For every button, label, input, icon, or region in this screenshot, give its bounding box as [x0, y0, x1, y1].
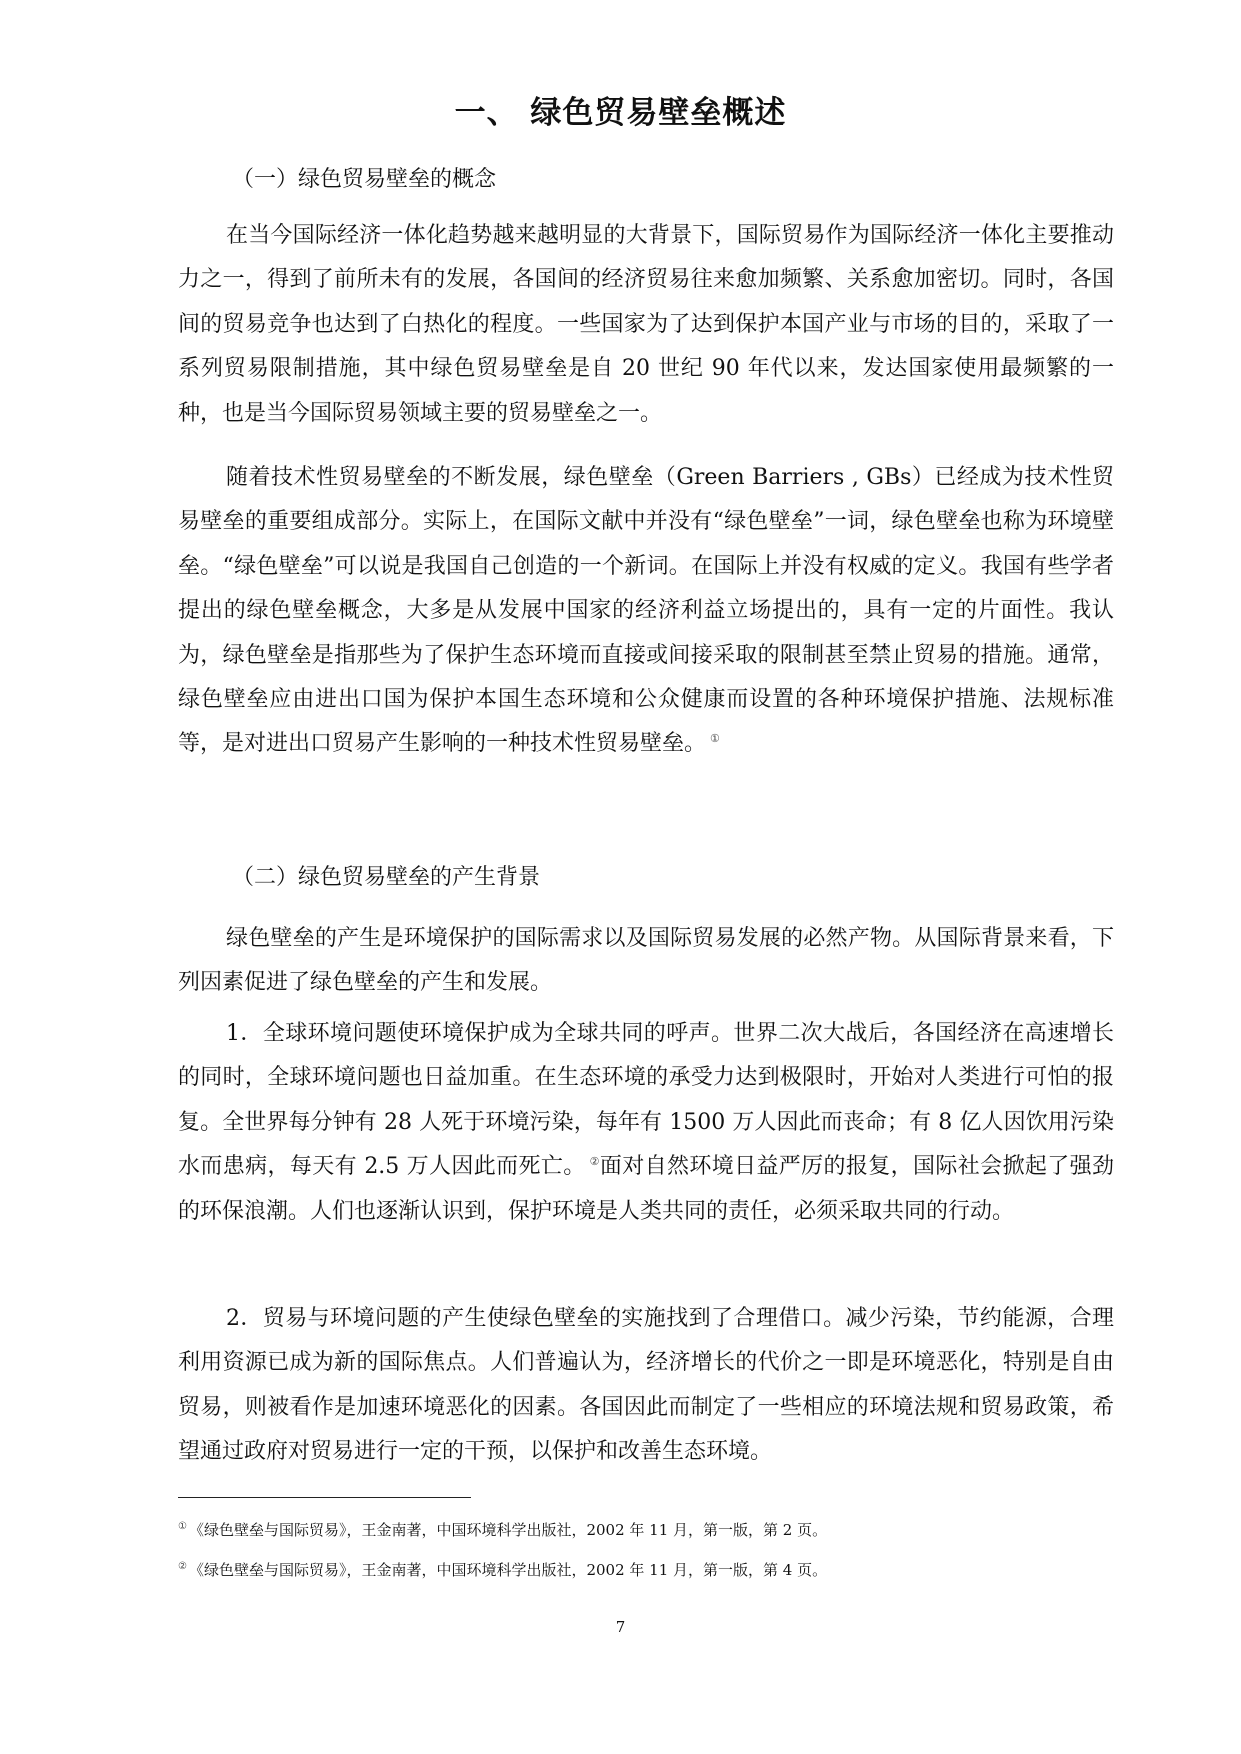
paragraph-background-intro: 绿色壁垒的产生是环境保护的国际需求以及国际贸易发展的必然产物。从国际背景来看，下列因素促进了绿色壁垒的产生和发展。: [178, 926, 1114, 996]
footnote-ref-1[interactable]: ①: [710, 732, 720, 746]
paragraph-global-environment-text-b: 面对自然环境日益严厉的报复，国际社会掀起了强劲的环保浪潮。人们也逐渐认识到，保护环境是人类共同的责任，必须采取共同的行动。: [178, 1154, 1114, 1224]
footnote-text: 《绿色壁垒与国际贸易》，王金南著，中国环境科学出版社，2002 年 11 月，第一版，第 2 页。: [188, 1521, 828, 1539]
footnote-1: [178, 1518, 1114, 1542]
paragraph-global-environment-text-a: 1．全球环境问题使环境保护成为全球共同的呼声。世界二次大战后，各国经济在高速增长的同时，全球环境问题也日益加重。在生态环境的承受力达到极限时，开始对人类进行可怕的报复。全世界每分钟有 28 人死于环境污染，每年有 1500 万人因此而丧命；有 8 亿人因饮用污染水而患病，每天有 2.5 万人因此而死亡。: [178, 1021, 1114, 1180]
footnote-mark: ①: [178, 1521, 187, 1532]
footnote-divider: [178, 1497, 471, 1498]
paragraph-trade-environment: 2．贸易与环境问题的产生使绿色壁垒的实施找到了合理借口。减少污染，节约能源，合理利用资源已成为新的国际焦点。人们普遍认为，经济增长的代价之一即是环境恶化，特别是自由贸易，则被看作是加速环境恶化的因素。各国因此而制定了一些相应的环境法规和贸易政策，希望通过政府对贸易进行一定的干预，以保护和改善生态环境。: [178, 1306, 1114, 1465]
chapter-title: 一、 绿色贸易壁垒概述: [454, 95, 787, 131]
footnote-mark: ②: [178, 1561, 187, 1572]
paragraph-definition: [178, 456, 1114, 767]
paragraph-intro: 在当今国际经济一体化趋势越来越明显的大背景下，国际贸易作为国际经济一体化主要推动力之一，得到了前所未有的发展，各国间的经济贸易往来愈加频繁、关系愈加密切。同时，各国间的贸易竞争也达到了白热化的程度。一些国家为了达到保护本国产业与市场的目的，采取了一系列贸易限制措施，其中绿色贸易壁垒是自 20 世纪 90 年代以来，发达国家使用最频繁的一种，也是当今国际贸易领域主要的贸易壁垒之一。: [178, 223, 1114, 426]
page-number: 7: [615, 1618, 626, 1636]
footnote-2: [178, 1558, 1114, 1582]
section-heading-concept: （一）绿色贸易壁垒的概念: [232, 167, 497, 192]
paragraph-global-environment: [178, 1012, 1114, 1234]
footnote-text: 《绿色壁垒与国际贸易》，王金南著，中国环境科学出版社，2002 年 11 月，第一版，第 4 页。: [188, 1561, 828, 1579]
paragraph-definition-text: 随着技术性贸易壁垒的不断发展，绿色壁垒（Green Barriers , GBs）已经成为技术性贸易壁垒的重要组成部分。实际上，在国际文献中并没有“绿色壁垒”一词，绿色壁垒也称为环境壁垒。“绿色壁垒”可以说是我国自己创造的一个新词。在国际上并没有权威的定义。我国有些学者提出的绿色壁垒概念，大多是从发展中国家的经济利益立场提出的，具有一定的片面性。我认为，绿色壁垒是指那些为了保护生态环境而直接或间接采取的限制甚至禁止贸易的措施。通常，绿色壁垒应由进出口国为保护本国生态环境和公众健康而设置的各种环境保护措施、法规标准等，是对进出口贸易产生影响的一种技术性贸易壁垒。: [178, 465, 1114, 757]
section-heading-background: （二）绿色贸易壁垒的产生背景: [232, 865, 541, 890]
footnote-ref-2[interactable]: ②: [589, 1154, 600, 1168]
